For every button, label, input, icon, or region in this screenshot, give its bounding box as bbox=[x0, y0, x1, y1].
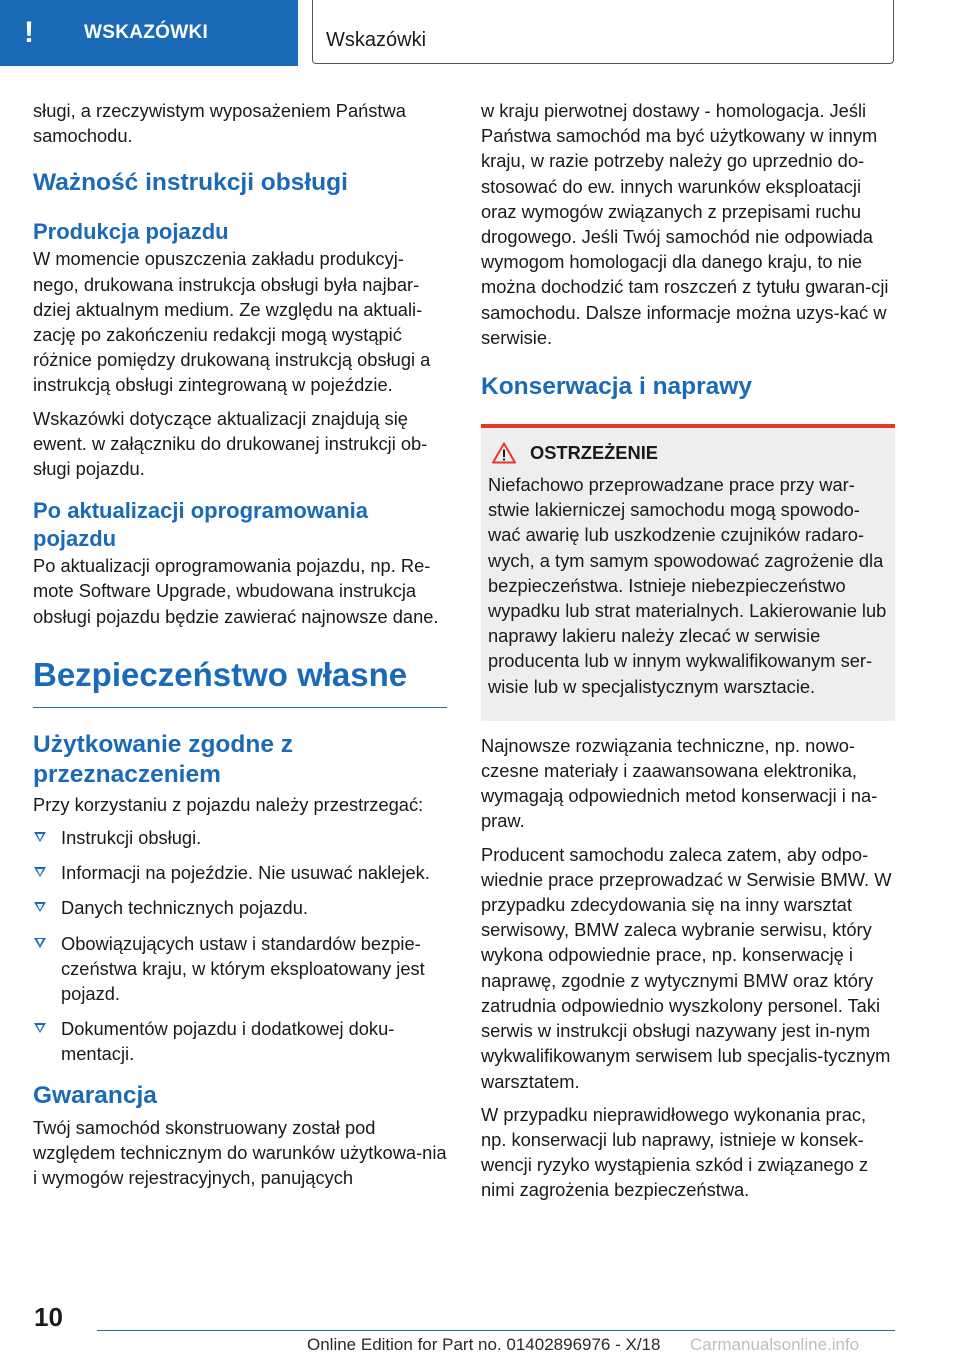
triangle-bullet-icon bbox=[34, 867, 46, 877]
section-tab-label: WSKAZÓWKI bbox=[84, 22, 209, 43]
edition-info: Online Edition for Part no. 01402896976 - X/18 bbox=[307, 1335, 661, 1354]
triangle-bullet-icon bbox=[34, 902, 46, 912]
left-column bbox=[33, 98, 447, 1198]
watermark: Carmanualsonline.info bbox=[690, 1335, 860, 1354]
page-title: Wskazówki bbox=[326, 29, 427, 51]
intro-paragraph: sługi, a rzeczywistym wyposażeniem Państwa samochodu. bbox=[33, 100, 406, 147]
page-number: 10 bbox=[34, 1302, 63, 1332]
heading-software-update: Po aktualizacji oprogramowania pojazdu bbox=[33, 498, 368, 552]
maintenance-paragraph-1: Najnowsze rozwiązania techniczne, np. nowo-czesne materiały i zaawansowana elektronika, wymagają odpowiednich metod konserwacji i na-praw. bbox=[481, 734, 878, 832]
heading-safety-rule bbox=[33, 707, 447, 708]
list-item: Dokumentów pojazdu i dodatkowej doku-mentacji. bbox=[33, 1016, 447, 1066]
list-item: Instrukcji obsługi. bbox=[33, 825, 447, 850]
warning-title: OSTRZEŻENIE bbox=[530, 442, 658, 464]
footer-rule bbox=[97, 1330, 895, 1331]
heading-safety: Bezpieczeństwo własne bbox=[33, 655, 408, 693]
warning-text: Niefachowo przeprowadzane prace przy war-stwie lakierniczej samochodu mogą spowodo-wać awarię lub uszkodzenie czujników radaro-wych, a tym samym spowodować zagrożenie dla bezpieczeństwa. Istnieje niebezpieczeństwo wypadku lub strat materialnych. Lakierowanie lub naprawy lakieru należy zlecać w serwisie producenta lub w innym wykwalifikowanym ser-wisie lub w specjalistycznym warsztacie. bbox=[488, 474, 887, 697]
production-paragraph-2: Wskazówki dotyczące aktualizacji znajdują się ewent. w załączniku do drukowanej instrukcji ob-sługi pojazdu. bbox=[33, 407, 428, 480]
homologation-paragraph: w kraju pierwotnej dostawy - homologacja. Jeśli Państwa samochód ma być użytkowany w innym kraju, w razie potrzeby należy go uprzednio do-stosować do ew. innych warunków eksploatacji oraz wymogów związanych z przepisami ruchu drogowego. Jeśli Twój samochód nie odpowiada wymogom homologacji dla danego kraju, to nie można dochodzić tam roszczeń z tytułu gwaran-cji samochodu. Dalsze informacje można uzys-kać w serwisie. bbox=[481, 100, 889, 348]
heading-intended-use: Użytkowanie zgodne z przeznaczeniem bbox=[33, 730, 294, 788]
heading-warranty: Gwarancja bbox=[33, 1081, 157, 1109]
triangle-bullet-icon bbox=[34, 1023, 46, 1033]
intended-use-list bbox=[33, 825, 447, 1067]
warranty-paragraph: Twój samochód skonstruowany został pod względem technicznym do warunków użytkowa-nia i wymogów rejestracyjnych, panujących bbox=[33, 1116, 447, 1189]
list-item: Obowiązujących ustaw i standardów bezpie-czeństwa kraju, w którym eksploatowany jest pojazd. bbox=[33, 931, 447, 1007]
heading-production: Produkcja pojazdu bbox=[33, 219, 229, 245]
list-item: Informacji na pojeździe. Nie usuwać naklejek. bbox=[33, 860, 447, 885]
section-tab bbox=[0, 0, 298, 66]
list-item: Danych technicznych pojazdu. bbox=[33, 895, 447, 920]
triangle-bullet-icon bbox=[34, 938, 46, 948]
warning-header bbox=[488, 442, 887, 464]
warning-triangle-icon bbox=[492, 442, 516, 464]
triangle-bullet-icon bbox=[34, 832, 46, 842]
intended-use-paragraph: Przy korzystaniu z pojazdu należy przestrzegać: bbox=[33, 793, 424, 815]
maintenance-paragraph-3: W przypadku nieprawidłowego wykonania prac, np. konserwacji lub naprawy, istnieje w konsek-wencji ryzyko wystąpienia szkód i związanego z nimi zagrożenia bezpieczeństwa. bbox=[481, 1103, 869, 1201]
right-column bbox=[481, 98, 895, 1211]
software-update-paragraph: Po aktualizacji oprogramowania pojazdu, np. Re-mote Software Upgrade, wbudowana instrukcja obsługi pojazdu będzie zawierać najnowsze dane. bbox=[33, 555, 439, 627]
heading-maintenance: Konserwacja i naprawy bbox=[481, 373, 752, 401]
maintenance-paragraph-2: Producent samochodu zaleca zatem, aby odpo-wiednie prace przeprowadzać w Serwisie BMW. W przypadku zdecydowania się na inny warsztat serwisowy, BMW zaleca wybranie serwisu, który wykona odpowiednie prace, np. konserwację i naprawę, zgodnie z wytycznymi BMW oraz który zatrudnia odpowiednio wyszkolony personel. Taki serwis w instrukcji obsługi nazywany jest in-nym wykwalifikowanym serwisem lub specjalis-tycznym warsztatem. bbox=[481, 843, 892, 1092]
production-paragraph-1: W momencie opuszczenia zakładu produkcyj-nego, drukowana instrukcja obsługi była najbar-dziej aktualnym medium. Ze względu na aktuali-zację po zakończeniu redakcji mogą wystąpić różnice pomiędzy drukowaną instrukcją obsługi a instrukcją obsługi zintegrowaną w pojeździe. bbox=[33, 248, 431, 396]
heading-validity: Ważność instrukcji obsługi bbox=[33, 169, 348, 197]
warning-box bbox=[481, 424, 895, 721]
alert-icon: ! bbox=[24, 16, 34, 49]
